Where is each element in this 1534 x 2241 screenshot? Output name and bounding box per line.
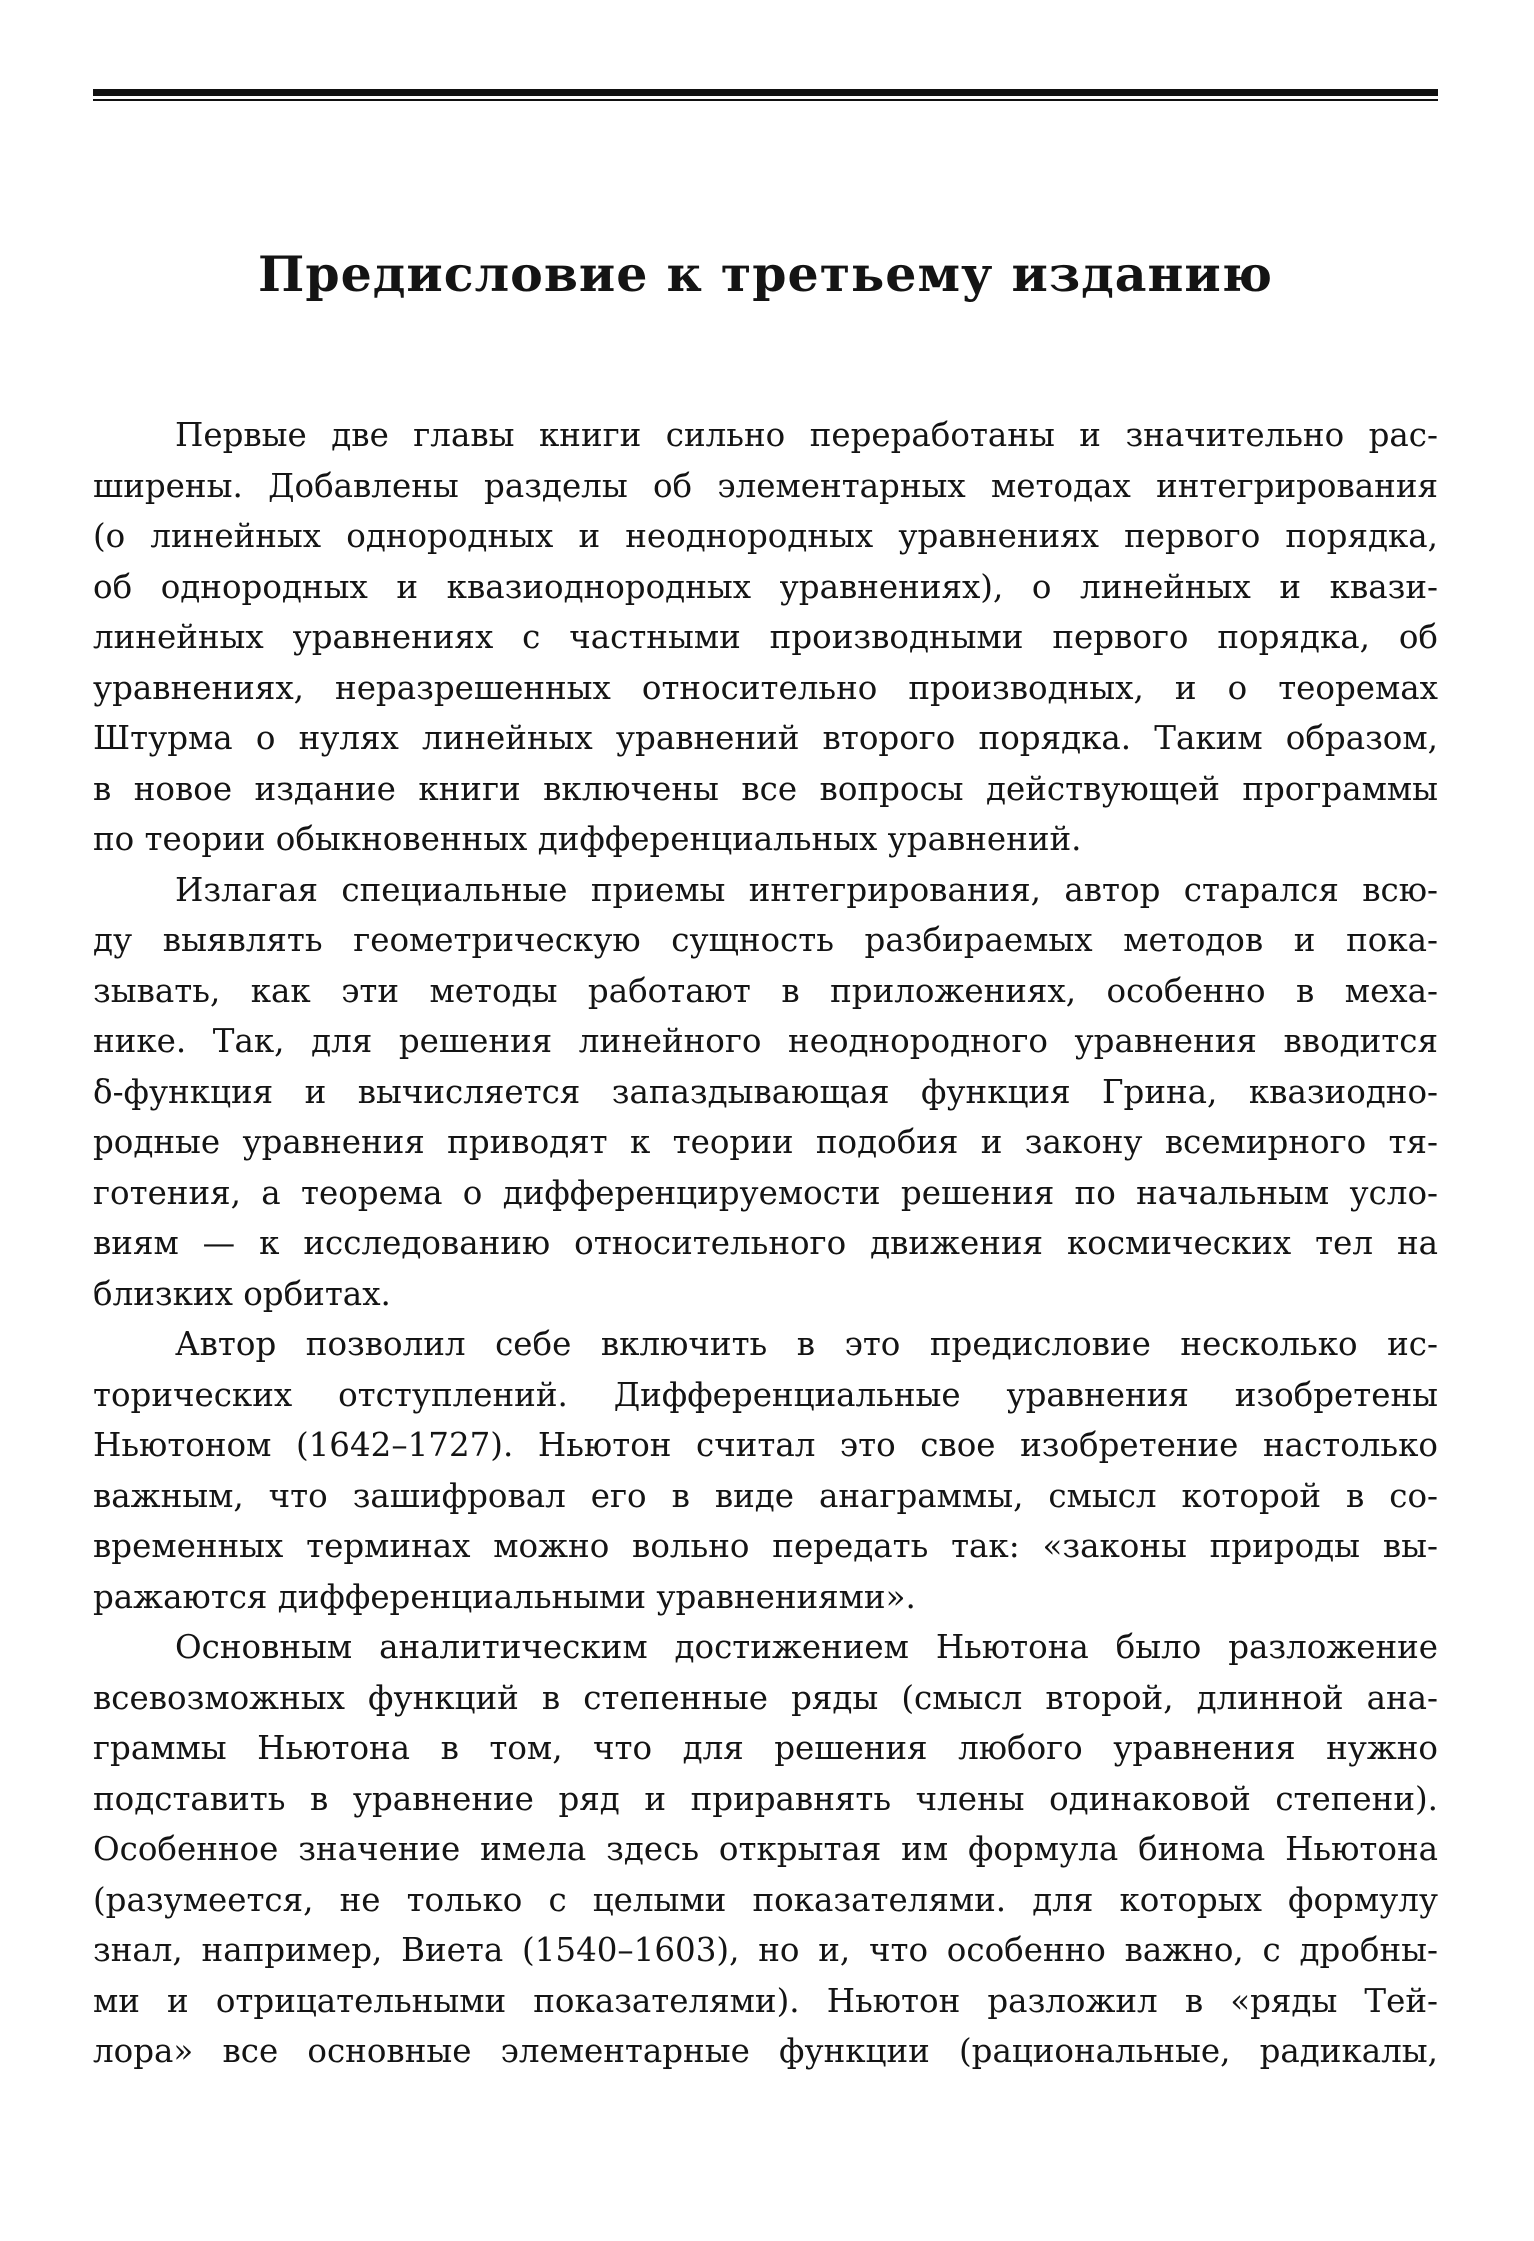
text-line: Штурма о нулях линейных уравнений второго порядка. Таким образом,: [93, 719, 1438, 757]
paragraph-2: [93, 865, 1438, 1320]
text-line: об однородных и квазиоднородных уравнениях), о линейных и квази-: [93, 567, 1438, 606]
text-line: Ньютоном (1642–1727). Ньютон считал это свое изобретение настолько: [93, 1426, 1438, 1464]
body-text: [93, 410, 1438, 2077]
text-line: (разумеется, не только с целыми показателями. для которых формулу: [93, 1880, 1438, 1919]
text-line: Особенное значение имела здесь открытая им формула бинома Ньютона: [93, 1830, 1438, 1868]
text-line: (о линейных однородных и неоднородных уравнениях первого порядка,: [93, 517, 1438, 555]
text-line: всевозможных функций в степенные ряды (смысл второй, длинной ана-: [93, 1678, 1438, 1717]
text-line: знал, например, Виета (1540–1603), но и, что особенно важно, с дробны-: [93, 1931, 1438, 1969]
text-line: временных терминах можно вольно передать так: «законы природы вы-: [93, 1527, 1438, 1565]
header-rule-thick: [93, 89, 1438, 96]
text-line: торических отступлений. Дифференциальные уравнения изобретены: [93, 1375, 1438, 1414]
text-line: Основным аналитическим достижением Ньютона было разложение: [175, 1628, 1438, 1666]
text-line: ми и отрицательными показателями). Ньютон разложил в «ряды Тей-: [93, 1981, 1438, 2020]
text-line: ду выявлять геометрическую сущность разбираемых методов и пока-: [93, 921, 1438, 959]
text-line: родные уравнения приводят к теории подобия и закону всемирного тя-: [93, 1123, 1438, 1161]
header-rule-thin: [93, 99, 1438, 101]
text-line: Излагая специальные приемы интегрирования, автор старался всю-: [175, 870, 1438, 909]
text-line: граммы Ньютона в том, что для решения любого уравнения нужно: [93, 1729, 1438, 1767]
text-line: зывать, как эти методы работают в приложениях, особенно в меха-: [93, 971, 1438, 1010]
page-title: Предисловие к третьему изданию: [258, 245, 1273, 303]
text-line: нике. Так, для решения линейного неоднородного уравнения вводится: [93, 1022, 1438, 1060]
paragraph-3: [93, 1319, 1438, 1622]
text-line: подставить в уравнение ряд и приравнять члены одинаковой степени).: [93, 1779, 1438, 1818]
paragraph-4: [93, 1622, 1438, 2077]
text-line: δ-функция и вычисляется запаздывающая функция Грина, квазиодно-: [93, 1072, 1438, 1111]
text-line: Автор позволил себе включить в это предисловие несколько ис-: [175, 1325, 1438, 1363]
paragraph-1: [93, 410, 1438, 865]
text-line: линейных уравнениях с частными производными первого порядка, об: [93, 618, 1438, 656]
text-line: лора» все основные элементарные функции (рациональные, радикалы,: [93, 2032, 1438, 2070]
text-line: важным, что зашифровал его в виде анаграммы, смысл которой в со-: [93, 1476, 1438, 1515]
text-line: готения, а теорема о дифференцируемости решения по начальным усло-: [93, 1173, 1438, 1212]
text-line: Первые две главы книги сильно переработаны и значительно рас-: [175, 416, 1438, 454]
text-line: в новое издание книги включены все вопросы действующей программы: [93, 769, 1438, 808]
text-line: уравнениях, неразрешенных относительно производных, и о теоремах: [93, 668, 1438, 707]
text-line: ражаются дифференциальными уравнениями».: [93, 1577, 916, 1616]
text-line: ширены. Добавлены разделы об элементарных методах интегрирования: [93, 466, 1438, 505]
text-line: по теории обыкновенных дифференциальных уравнений.: [93, 820, 1082, 858]
text-line: близких орбитах.: [93, 1274, 391, 1313]
text-line: виям — к исследованию относительного движения космических тел на: [93, 1224, 1438, 1262]
